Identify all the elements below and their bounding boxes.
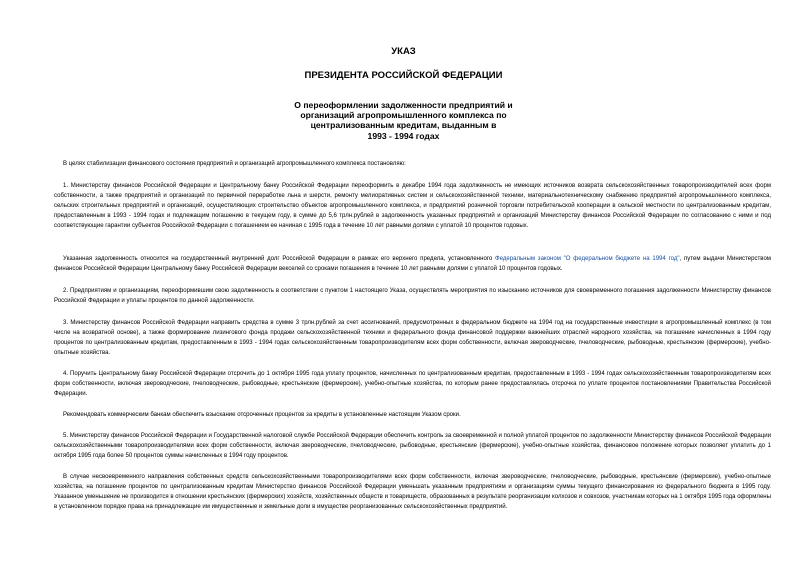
intro-paragraph: В целях стабилизации финансового состояния предприятий и организаций агропромышленного комплекса постановляю: xyxy=(63,161,406,167)
paragraph-2: 2. Предприятиям и организациям, переоформившим свою задолженность в соответствии с пунктом 1 настоящего Указа, осуществлять мероприятия по изысканию источников для своевременного погашения задолженности Министерству финансов Российской Федерации и уплаты процентов по данной задолженности. xyxy=(54,288,771,305)
paragraph-4: 4. Поручить Центральному банку Российской Федерации отсрочить до 1 октября 1995 года уплату процентов, начисленных по централизованным кредитам, предоставленным в 1993 - 1994 годах сельскохозяйственным товаропроизводителям всех форм собственности, включая звероводческие, пчеловодческие, рыбоводные, крестьянские (фермерские), учебно-опытные хозяйства, по которым ранее предоставлялась отсрочка по уплате процентов постановлениями Правительства Российской Федерации. xyxy=(54,371,771,398)
paragraph-3: 3. Министерству финансов Российской Федерации направить средства в сумме 3 трлн.рублей за счет ассигнований, предусмотренных в федеральном бюджете на 1994 год на государственные инвестиции в агропромышленный комплекс (в том числе на возвратной основе), а также формирование лизингового фонда продажи сельскохозяйственной техники и федерального фонда финансовой поддержки важнейших отраслей народного хозяйства, на погашение начисленных в 1994 году процентов по централизованным кредитам, предоставленным в 1993 - 1994 годах сельскохозяйственным товаропроизводителям всех форм собственности, включая звероводческие, пчеловодческие, рыбоводные, крестьянские (фермерские), учебно-опытные хозяйства. xyxy=(54,320,771,357)
paragraph-5-note: В случае несвоевременного направления собственных средств сельскохозяйственными товаропроизводителями всех форм собственности, включая звероводческие, пчеловодческие, рыбоводные, крестьянские (фермерские), учебно-опытные хозяйства, на погашение процентов по централизованным кредитам Министерство финансов Российской Федерации уменьшать указанным предприятиям и организациям суммы текущего финансирования из федерального бюджета в 1995 году. Указанное уменьшение не производится в отношении крестьянских (фермерских) хозяйств, хозяйственных обществ и товариществ, образованных в результате реорганизации колхозов и совхозов, участникам которых на 1 октября 1995 года оформлены в установленном порядке права на принадлежащие им имущественные и земельные доли в имуществе реорганизованных сельскохозяйственных предприятий. xyxy=(54,474,771,511)
paragraph-1-note xyxy=(54,254,771,274)
decree-issuer: ПРЕЗИДЕНТА РОССИЙСКОЙ ФЕДЕРАЦИИ xyxy=(304,70,503,81)
decree-title: УКАЗ xyxy=(391,46,416,57)
subject-line-3: централизованным кредитам, выданным в xyxy=(310,120,497,130)
subject-line-4: 1993 - 1994 годах xyxy=(367,131,440,141)
subject-line-1: О переоформлении задолженности предприятий и xyxy=(294,100,513,110)
subject-line-2: организаций агропромышленного комплекса по xyxy=(300,110,507,120)
paragraph-5: 5. Министерству финансов Российской Федерации и Государственной налоговой службе Российской Федерации обеспечить контроль за своевременной и полной уплатой процентов по задолженности Министерству финансов Российской Федерации сельскохозяйственными товаропроизводителями всех форм собственности, включая звероводческие, пчеловодческие, рыбоводные, крестьянские (фермерские), учебно-опытные хозяйства, финансовое положение которых позволяет уплатить до 1 октября 1995 года более 50 процентов суммы начисленных в 1994 году процентов. xyxy=(54,433,771,460)
paragraph-1-note-text-b: , путем выдачи Министерством финансов Российской Федерации Центральному банку Российской Федерации векселей со сроками погашения в течение 10 лет равными долями с уплатой 10 процентов годовых. xyxy=(54,256,771,273)
paragraph-1-note-text-a: Указанная задолженность относится на государственный внутренний долг Российской Федерации в рамках его верхнего предела, установленного xyxy=(63,256,496,262)
paragraph-1: 1. Министерству финансов Российской Федерации и Центральному банку Российской Федерации переоформить в декабре 1994 года задолженность не имеющих источников возврата сельскохозяйственных товаропроизводителей всех форм собственности, а также предприятий и организаций по первичной переработке льна и шерсти, ремонту мелиоративных систем и сельскохозяйственной техники, материальнотехническому снабжению предприятий агропромышленного комплекса, сельских строительных предприятий и организаций, осуществляющих строительство объектов агропромышленного комплекса, и предприятий розничной торговли потребительской кооперации в сельской местности по централизованным кредитам, предоставленным в 1993 - 1994 годах и подлежащим погашению в текущем году, в сумме до 5,6 трлн.рублей в задолженность указанных предприятий и организаций Министерству финансов Российской Федерации по согласованию с ними и под соответствующие гарантии субъектов Российской Федерации с погашением ее начиная с 1995 года в течение 10 лет равными долями с уплатой 10 процентов годовых. xyxy=(54,183,771,230)
paragraph-4-note: Рекомендовать коммерческим банкам обеспечить взыскание отсроченных процентов за кредиты в установленные настоящим Указом сроки. xyxy=(63,412,461,418)
federal-law-link[interactable]: Федеральным законом "О федеральном бюджете на 1994 год" xyxy=(495,256,680,262)
